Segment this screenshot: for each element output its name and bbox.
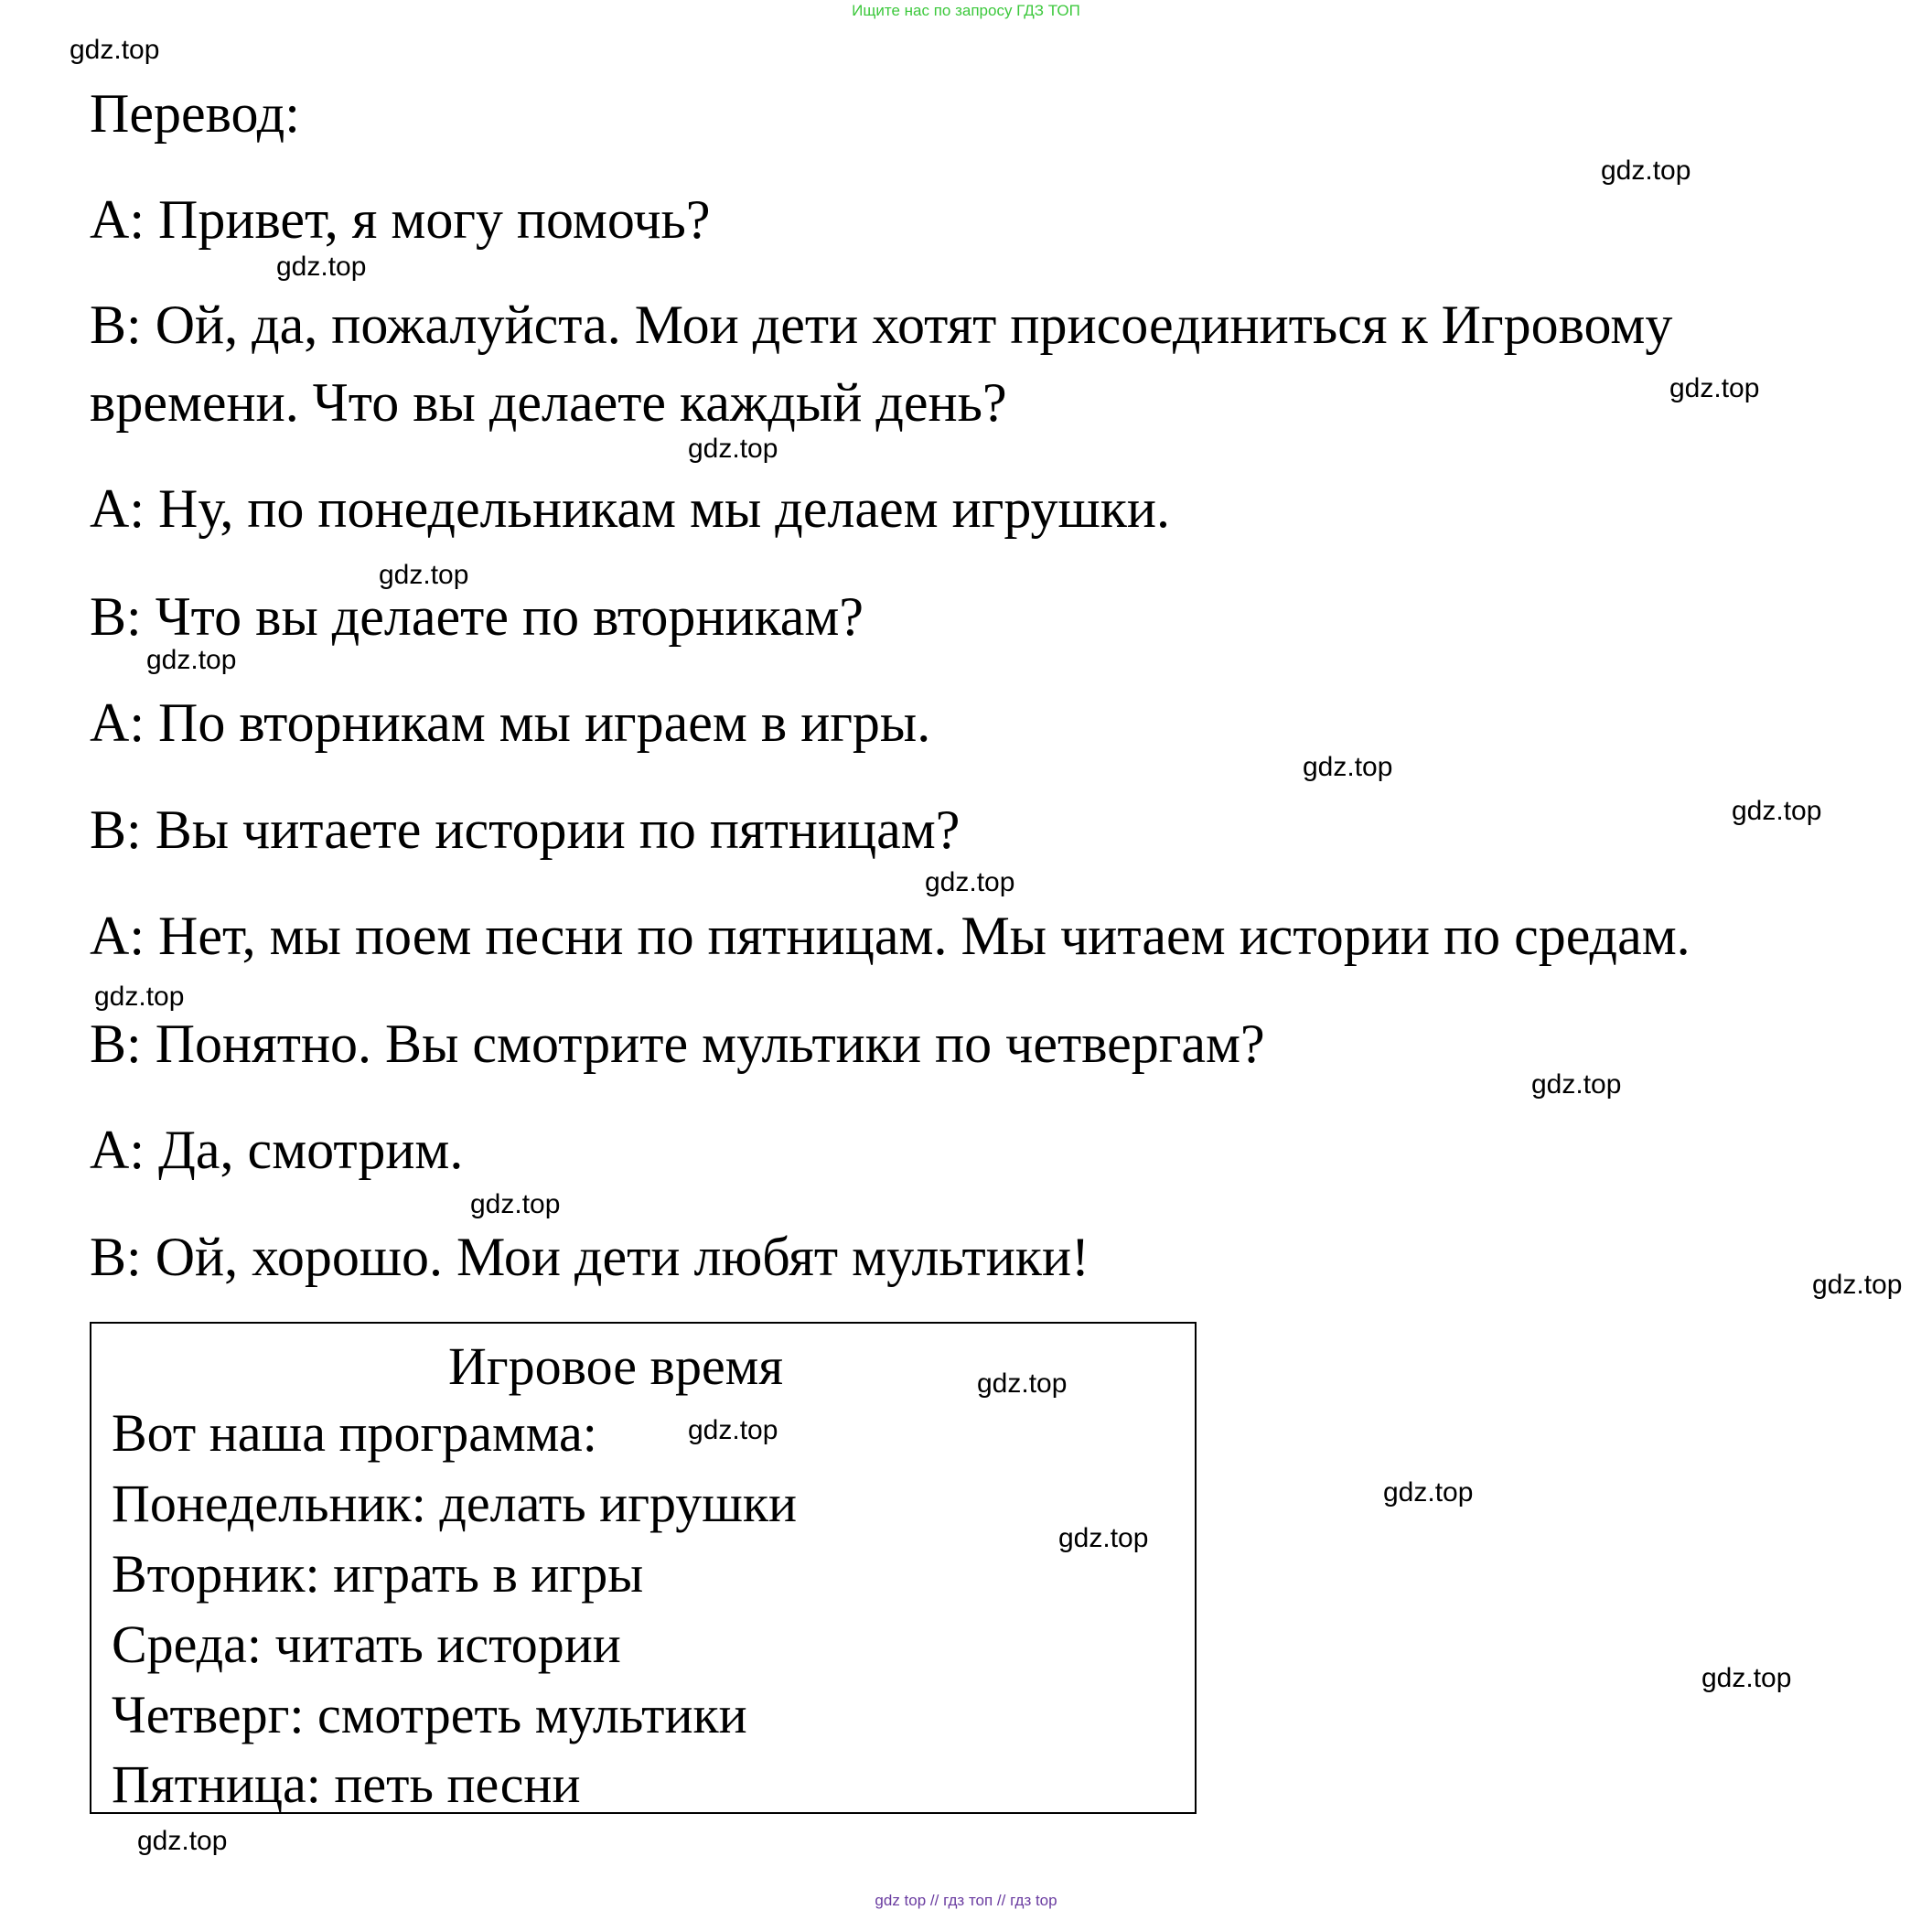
watermark: gdz.top [1531,1069,1622,1100]
watermark: gdz.top [1303,752,1393,782]
schedule-row: Вторник: играть в игры [112,1544,644,1604]
watermark: gdz.top [1383,1477,1474,1508]
watermark: gdz.top [470,1189,561,1219]
watermark: gdz.top [276,252,367,282]
watermark: gdz.top [94,982,185,1012]
watermark: gdz.top [977,1368,1068,1399]
watermark: gdz.top [925,867,1015,897]
schedule-row: Пятница: петь песни [112,1754,581,1814]
dialogue-line: B: Вы читаете истории по пятницам? [90,799,961,860]
watermark: gdz.top [379,560,469,590]
watermark: gdz.top [1812,1270,1903,1300]
footer: gdz top // гдз топ // гдз top [875,1892,1057,1909]
watermark: gdz.top [688,434,778,464]
watermark: gdz.top [146,645,237,675]
dialogue-line: A: Нет, мы поем песни по пятницам. Мы читаем истории по средам. [90,906,1690,966]
dialogue-line: B: Понятно. Вы смотрите мультики по четвергам? [90,1014,1265,1074]
watermark: gdz.top [688,1415,778,1445]
dialogue-line: B: Ой, хорошо. Мои дети любят мультики! [90,1227,1090,1287]
watermark: gdz.top [70,35,160,65]
dialogue-line: A: Да, смотрим. [90,1120,464,1180]
watermark: gdz.top [1732,796,1822,826]
dialogue-line: B: Ой, да, пожалуйста. Мои дети хотят присоединиться к Игровому [90,295,1673,355]
top-banner: Ищите нас по запросу ГДЗ ТОП [852,2,1080,19]
watermark: gdz.top [1669,373,1760,403]
watermark: gdz.top [1058,1523,1149,1553]
dialogue-line: A: Ну, по понедельникам мы делаем игрушки. [90,478,1171,539]
schedule-row: Понедельник: делать игрушки [112,1474,798,1533]
watermark: gdz.top [1601,156,1691,186]
dialogue-line: A: Привет, я могу помочь? [90,189,711,250]
page-title: Перевод: [90,83,300,144]
watermark: gdz.top [137,1826,228,1856]
schedule-title: Игровое время [447,1336,784,1396]
dialogue-line: A: По вторникам мы играем в игры. [90,692,931,753]
dialogue-line: B: Что вы делаете по вторникам? [90,586,864,647]
watermark: gdz.top [1701,1663,1792,1693]
dialogue-line-continued: времени. Что вы делаете каждый день? [90,372,1007,433]
schedule-row: Четверг: смотреть мультики [112,1685,747,1744]
schedule-row: Среда: читать истории [112,1615,621,1674]
schedule-row: Вот наша программа: [112,1403,597,1463]
